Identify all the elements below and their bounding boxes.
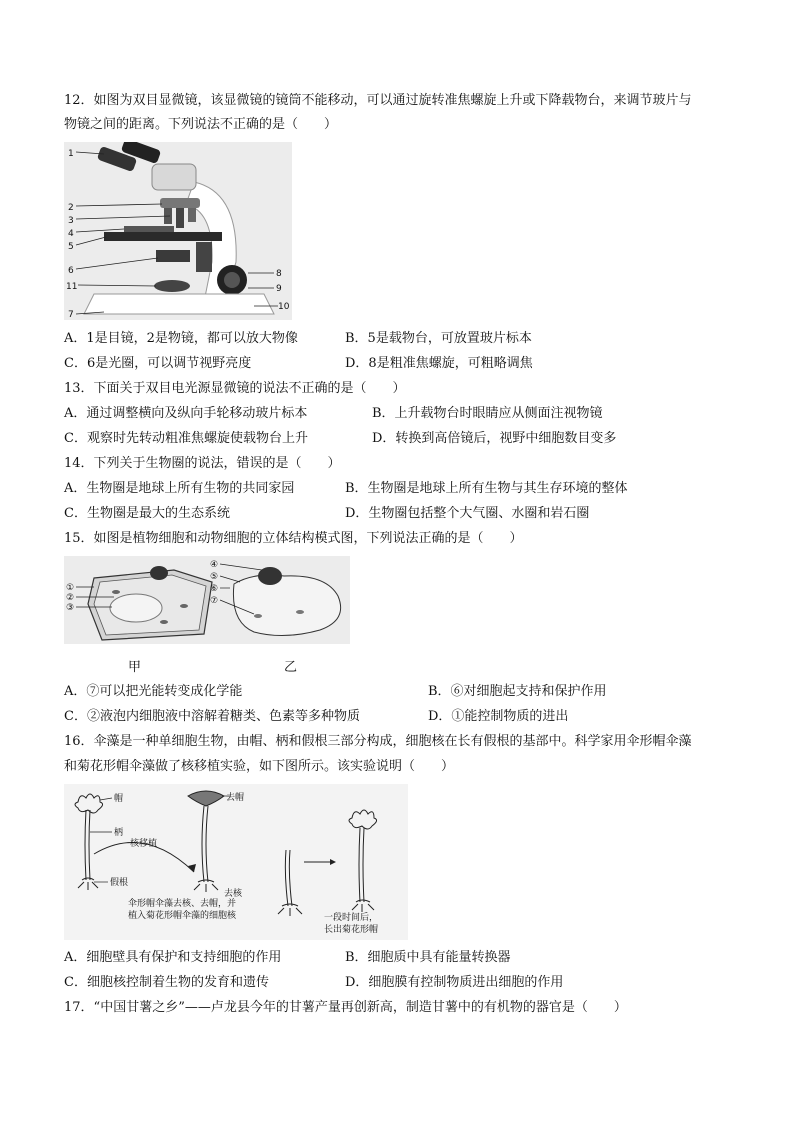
label-time-line2: 长出菊花形帽 bbox=[324, 925, 379, 935]
alga-umbrella bbox=[188, 791, 224, 892]
vacuole bbox=[110, 594, 162, 622]
time-arrow-head bbox=[330, 859, 336, 865]
fine-focus-knob bbox=[224, 272, 240, 288]
q13-stem: 13．下面关于双目电光源显微镜的说法不正确的是（ ） bbox=[64, 381, 406, 396]
label-note-line1: 伞形帽伞藻去核、去帽，并 bbox=[128, 899, 237, 909]
microscope-label-2: 2 bbox=[68, 203, 74, 213]
q15-option-b[interactable]: B．⑥对细胞起支持和保护作用 bbox=[428, 684, 607, 699]
cell-label-5: ⑤ bbox=[210, 572, 219, 582]
acetabularia-figure bbox=[64, 784, 408, 940]
figure-caption-right: 乙 bbox=[284, 660, 298, 675]
stage-control bbox=[196, 242, 212, 272]
cell-label-4: ④ bbox=[210, 560, 219, 570]
microscope-label-7: 7 bbox=[68, 310, 74, 320]
stage bbox=[104, 232, 222, 241]
chloroplast bbox=[160, 620, 168, 624]
alga-leader-lines bbox=[90, 796, 230, 882]
cell-label-6: ⑥ bbox=[210, 584, 219, 594]
microscope-label-3: 3 bbox=[68, 216, 74, 226]
light-source bbox=[154, 280, 190, 292]
q15-option-a[interactable]: A．⑦可以把光能转变成化学能 bbox=[64, 684, 243, 699]
microscope-label-10: 10 bbox=[278, 302, 290, 312]
label-rhizoid: 假根 bbox=[110, 878, 129, 888]
condenser bbox=[156, 250, 190, 262]
q12-option-a[interactable]: A．1是目镜，2是物镜，都可以放大物像 bbox=[64, 331, 298, 346]
figure-caption-left: 甲 bbox=[128, 660, 142, 675]
q13-option-c[interactable]: C．观察时先转动粗准焦螺旋使载物台上升 bbox=[64, 431, 308, 446]
q14-option-c[interactable]: C．生物圈是最大的生态系统 bbox=[64, 506, 230, 521]
base bbox=[84, 294, 274, 314]
microscope-label-4: 4 bbox=[68, 229, 74, 239]
q12-option-d[interactable]: D．8是粗准焦螺旋，可粗略调焦 bbox=[345, 356, 533, 371]
q12-stem-line1: 12．如图为双目显微镜，该显微镜的镜筒不能移动，可以通过旋转准焦螺旋上升或下降载物台，来调节玻片与 bbox=[64, 93, 692, 108]
microscope-label-11: 11 bbox=[66, 282, 78, 292]
q16-stem-line2: 和菊花形帽伞藻做了核移植实验，如下图所示。该实验说明（ ） bbox=[64, 759, 455, 774]
q14-option-d[interactable]: D．生物圈包括整个大气圈、水圈和岩石圈 bbox=[345, 506, 590, 521]
q14-stem: 14．下列关于生物圈的说法，错误的是（ ） bbox=[64, 456, 341, 471]
animal-cell-membrane bbox=[233, 575, 340, 636]
q13-option-b[interactable]: B．上升载物台时眼睛应从侧面注视物镜 bbox=[372, 406, 603, 421]
q12-option-b[interactable]: B．5是载物台，可放置玻片标本 bbox=[345, 331, 532, 346]
chloroplast bbox=[112, 590, 120, 594]
q12-option-c[interactable]: C．6是光圈，可以调节视野亮度 bbox=[64, 356, 252, 371]
cell-figure bbox=[64, 556, 350, 644]
q14-option-b[interactable]: B．生物圈是地球上所有生物与其生存环境的整体 bbox=[345, 481, 628, 496]
q13-option-d[interactable]: D．转换到高倍镜后，视野中细胞数目变多 bbox=[372, 431, 617, 446]
q14-option-a[interactable]: A．生物圈是地球上所有生物的共同家园 bbox=[64, 481, 295, 496]
label-remove-nucleus: 去核 bbox=[224, 889, 243, 899]
objective-2 bbox=[176, 208, 184, 228]
label-cap: 帽 bbox=[114, 794, 124, 804]
plant-nucleus bbox=[150, 566, 168, 580]
cell-label-1: ① bbox=[66, 583, 75, 593]
q16-option-a[interactable]: A．细胞壁具有保护和支持细胞的作用 bbox=[64, 950, 282, 965]
label-note-line2: 植入菊花形帽伞藻的细胞核 bbox=[128, 911, 237, 921]
mitochondrion bbox=[296, 610, 304, 614]
microscope-label-9: 9 bbox=[276, 284, 282, 294]
cell-label-7: ⑦ bbox=[210, 596, 219, 606]
alga-labels bbox=[110, 791, 378, 935]
binocular-head bbox=[152, 164, 196, 190]
microscope-illustration bbox=[64, 142, 292, 320]
q16-stem-line1: 16．伞藻是一种单细胞生物，由帽、柄和假根三部分构成，细胞核在长有假根的基部中。科学家用伞形帽伞藻 bbox=[64, 734, 692, 749]
q15-stem: 15．如图是植物细胞和动物细胞的立体结构模式图，下列说法正确的是（ ） bbox=[64, 531, 523, 546]
microscope-label-8: 8 bbox=[276, 269, 282, 279]
microscope-label-6: 6 bbox=[68, 266, 74, 276]
acetabularia-illustration bbox=[64, 784, 408, 940]
label-remove-cap: 去帽 bbox=[226, 793, 245, 803]
q16-option-c[interactable]: C．细胞核控制着生物的发育和遗传 bbox=[64, 975, 269, 990]
q17-stem: 17．“中国甘薯之乡”——卢龙县今年的甘薯产量再创新高，制造甘薯中的有机物的器官是（ ） bbox=[64, 1000, 627, 1015]
q15-option-c[interactable]: C．②液泡内细胞液中溶解着糖类、色素等多种物质 bbox=[64, 709, 360, 724]
label-transplant: 核移植 bbox=[130, 839, 158, 849]
label-stalk: 柄 bbox=[114, 828, 124, 838]
chloroplast bbox=[180, 604, 188, 608]
objective-3 bbox=[188, 208, 196, 222]
microscope-figure bbox=[64, 142, 292, 320]
q15-option-d[interactable]: D．①能控制物质的进出 bbox=[428, 709, 569, 724]
q16-option-b[interactable]: B．细胞质中具有能量转换器 bbox=[345, 950, 511, 965]
microscope-label-5: 5 bbox=[68, 242, 74, 252]
mitochondrion bbox=[254, 614, 262, 618]
nosepiece bbox=[160, 198, 200, 208]
q16-option-d[interactable]: D．细胞膜有控制物质进出细胞的作用 bbox=[345, 975, 564, 990]
slide-clip bbox=[124, 226, 174, 232]
q13-option-a[interactable]: A．通过调整横向及纵向手轮移动玻片标本 bbox=[64, 406, 308, 421]
cell-label-2: ② bbox=[66, 593, 75, 603]
microscope-label-1: 1 bbox=[68, 149, 74, 159]
label-time-line1: 一段时间后， bbox=[324, 913, 379, 923]
alga-result bbox=[349, 810, 377, 912]
q12-stem-line2: 物镜之间的距离。下列说法不正确的是（ ） bbox=[64, 117, 338, 132]
alga-chrysanthemum bbox=[75, 794, 103, 890]
cell-illustration bbox=[64, 556, 350, 644]
alga-stalk bbox=[278, 850, 302, 916]
cell-label-3: ③ bbox=[66, 603, 75, 613]
